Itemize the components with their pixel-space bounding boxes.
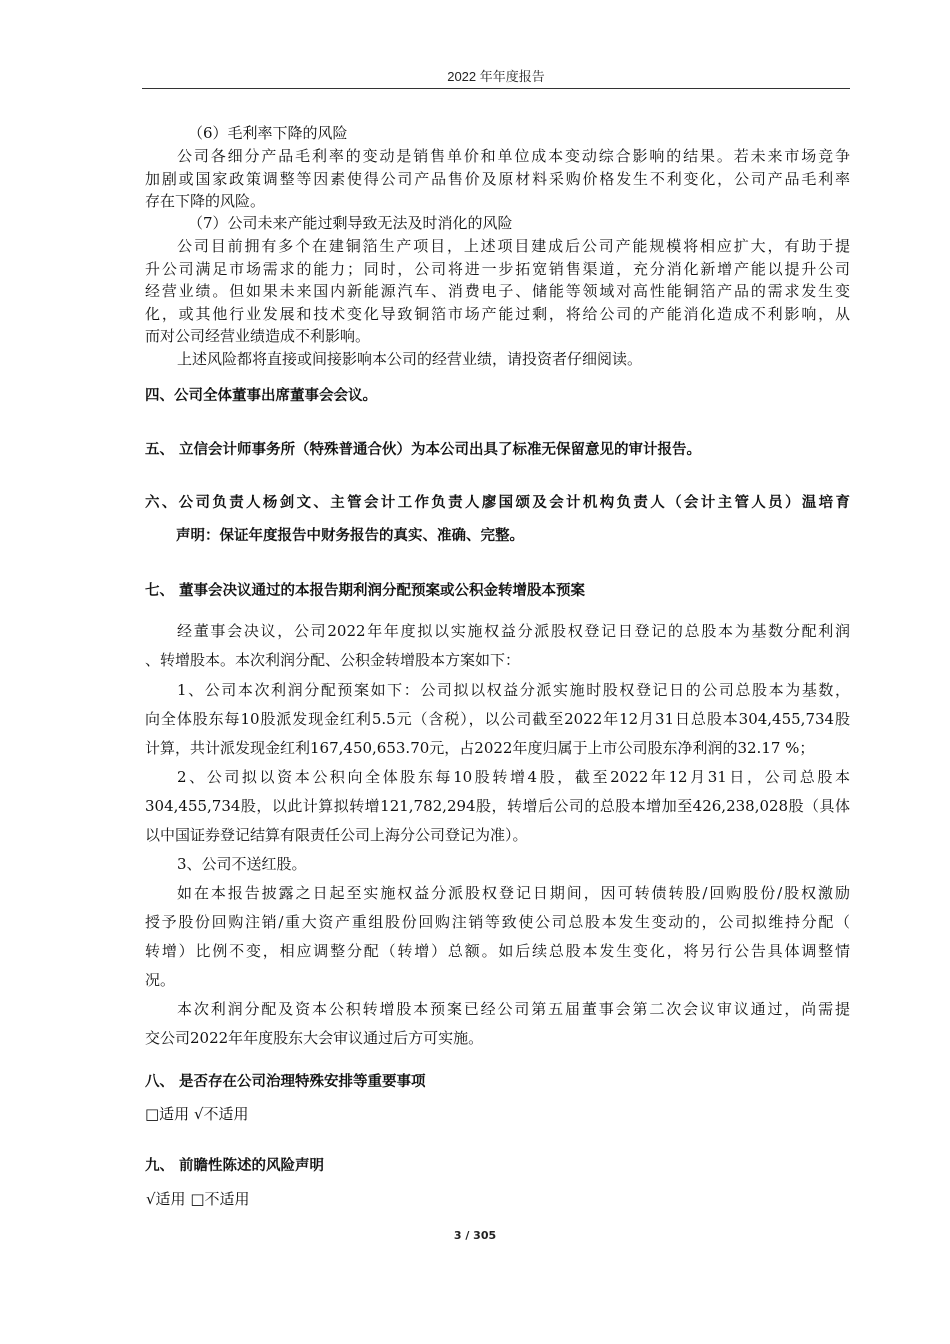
section7-paragraph: 况。	[145, 971, 176, 989]
section7-paragraph: 以中国证券登记结算有限责任公司上海分公司登记为准）。	[145, 826, 528, 844]
section7-paragraph: 3、公司不送红股。	[177, 855, 307, 873]
section7-paragraph: 授予股份回购注销/重大资产重组股份回购注销等致使公司总股本发生变动的，公司拟维持分配（	[145, 913, 850, 931]
risk7-title: （7）公司未来产能过剩导致无法及时消化的风险	[188, 214, 513, 232]
section7-paragraph: 1、公司本次利润分配预案如下：公司拟以权益分派实施时股权登记日的公司总股本为基数，	[177, 681, 850, 699]
section8-option: □适用 √不适用	[145, 1105, 249, 1123]
section7-paragraph: 本次利润分配及资本公积转增股本预案已经公司第五届董事会第二次会议审议通过，尚需提	[177, 1000, 850, 1018]
section7-paragraph: 转增）比例不变，相应调整分配（转增）总额。如后续总股本发生变化，将另行公告具体调整情	[145, 942, 850, 960]
risk6-line: 公司各细分产品毛利率的变动是销售单价和单位成本变动综合影响的结果。若未来市场竞争	[177, 147, 850, 165]
section7-paragraph: 计算，共计派发现金红利167,450,653.70元，占2022年度归属于上市公司股东净利润的32.17 %；	[145, 739, 815, 757]
section7-heading: 七、 董事会决议通过的本报告期利润分配预案或公积金转增股本预案	[145, 583, 586, 599]
section7-paragraph: 经董事会决议，公司2022年年度拟以实施权益分派股权登记日登记的总股本为基数分配利润	[177, 622, 850, 640]
section7-paragraph: 304,455,734股，以此计算拟转增121,782,294股，转增后公司的总股本增加至426,238,028股（具体	[145, 797, 850, 815]
section9-heading: 九、 前瞻性陈述的风险声明	[145, 1158, 325, 1174]
section6-heading: 六、公司负责人杨剑文、主管会计工作负责人廖国颂及会计机构负责人（会计主管人员）温培育	[145, 495, 850, 511]
risk6-line: 加剧或国家政策调整等因素使得公司产品售价及原材料采购价格发生不利变化，公司产品毛利率	[145, 170, 850, 188]
risk7-line: 经营业绩。但如果未来国内新能源汽车、消费电子、储能等领域对高性能铜箔产品的需求发生变	[145, 282, 850, 300]
section7-paragraph: 2、公司拟以资本公积向全体股东每10股转增4股，截至2022年12月31日，公司总股本	[177, 768, 850, 786]
page-header: 2022 年年度报告	[447, 69, 545, 84]
risk7-line: 化，或其他行业发展和技术变化导致铜箔市场产能过剩，将给公司的产能消化造成不利影响，从	[145, 305, 850, 323]
section7-paragraph: 、转增股本。本次利润分配、公积金转增股本方案如下：	[145, 651, 521, 669]
section6-heading-cont: 声明：保证年度报告中财务报告的真实、准确、完整。	[176, 528, 524, 544]
page-number: 3 / 305	[453, 1229, 497, 1242]
risk6-title: （6）毛利率下降的风险	[188, 124, 348, 142]
section4-heading: 四、公司全体董事出席董事会会议。	[145, 388, 377, 404]
risk7-line: 公司目前拥有多个在建铜箔生产项目，上述项目建成后公司产能规模将相应扩大，有助于提	[177, 237, 850, 255]
section5-heading: 五、 立信会计师事务所（特殊普通合伙）为本公司出具了标准无保留意见的审计报告。	[145, 442, 702, 458]
section8-heading: 八、 是否存在公司治理特殊安排等重要事项	[145, 1074, 426, 1090]
section7-paragraph: 向全体股东每10股派发现金红利5.5元（含税），以公司截至2022年12月31日总股本304,455,734股	[145, 710, 850, 728]
section7-paragraph: 如在本报告披露之日起至实施权益分派股权登记日期间，因可转债转股/回购股份/股权激励	[177, 884, 850, 902]
risk7-line: 升公司满足市场需求的能力；同时，公司将进一步拓宽销售渠道，充分消化新增产能以提升公司	[145, 260, 850, 278]
header-rule	[142, 88, 850, 89]
section9-option: √适用 □不适用	[146, 1190, 250, 1208]
risk7-line: 而对公司经营业绩造成不利影响。	[145, 327, 371, 345]
risk6-line: 存在下降的风险。	[145, 192, 266, 210]
risk-summary: 上述风险都将直接或间接影响本公司的经营业绩，请投资者仔细阅读。	[177, 350, 643, 368]
section7-paragraph: 交公司2022年年度股东大会审议通过后方可实施。	[145, 1029, 484, 1047]
